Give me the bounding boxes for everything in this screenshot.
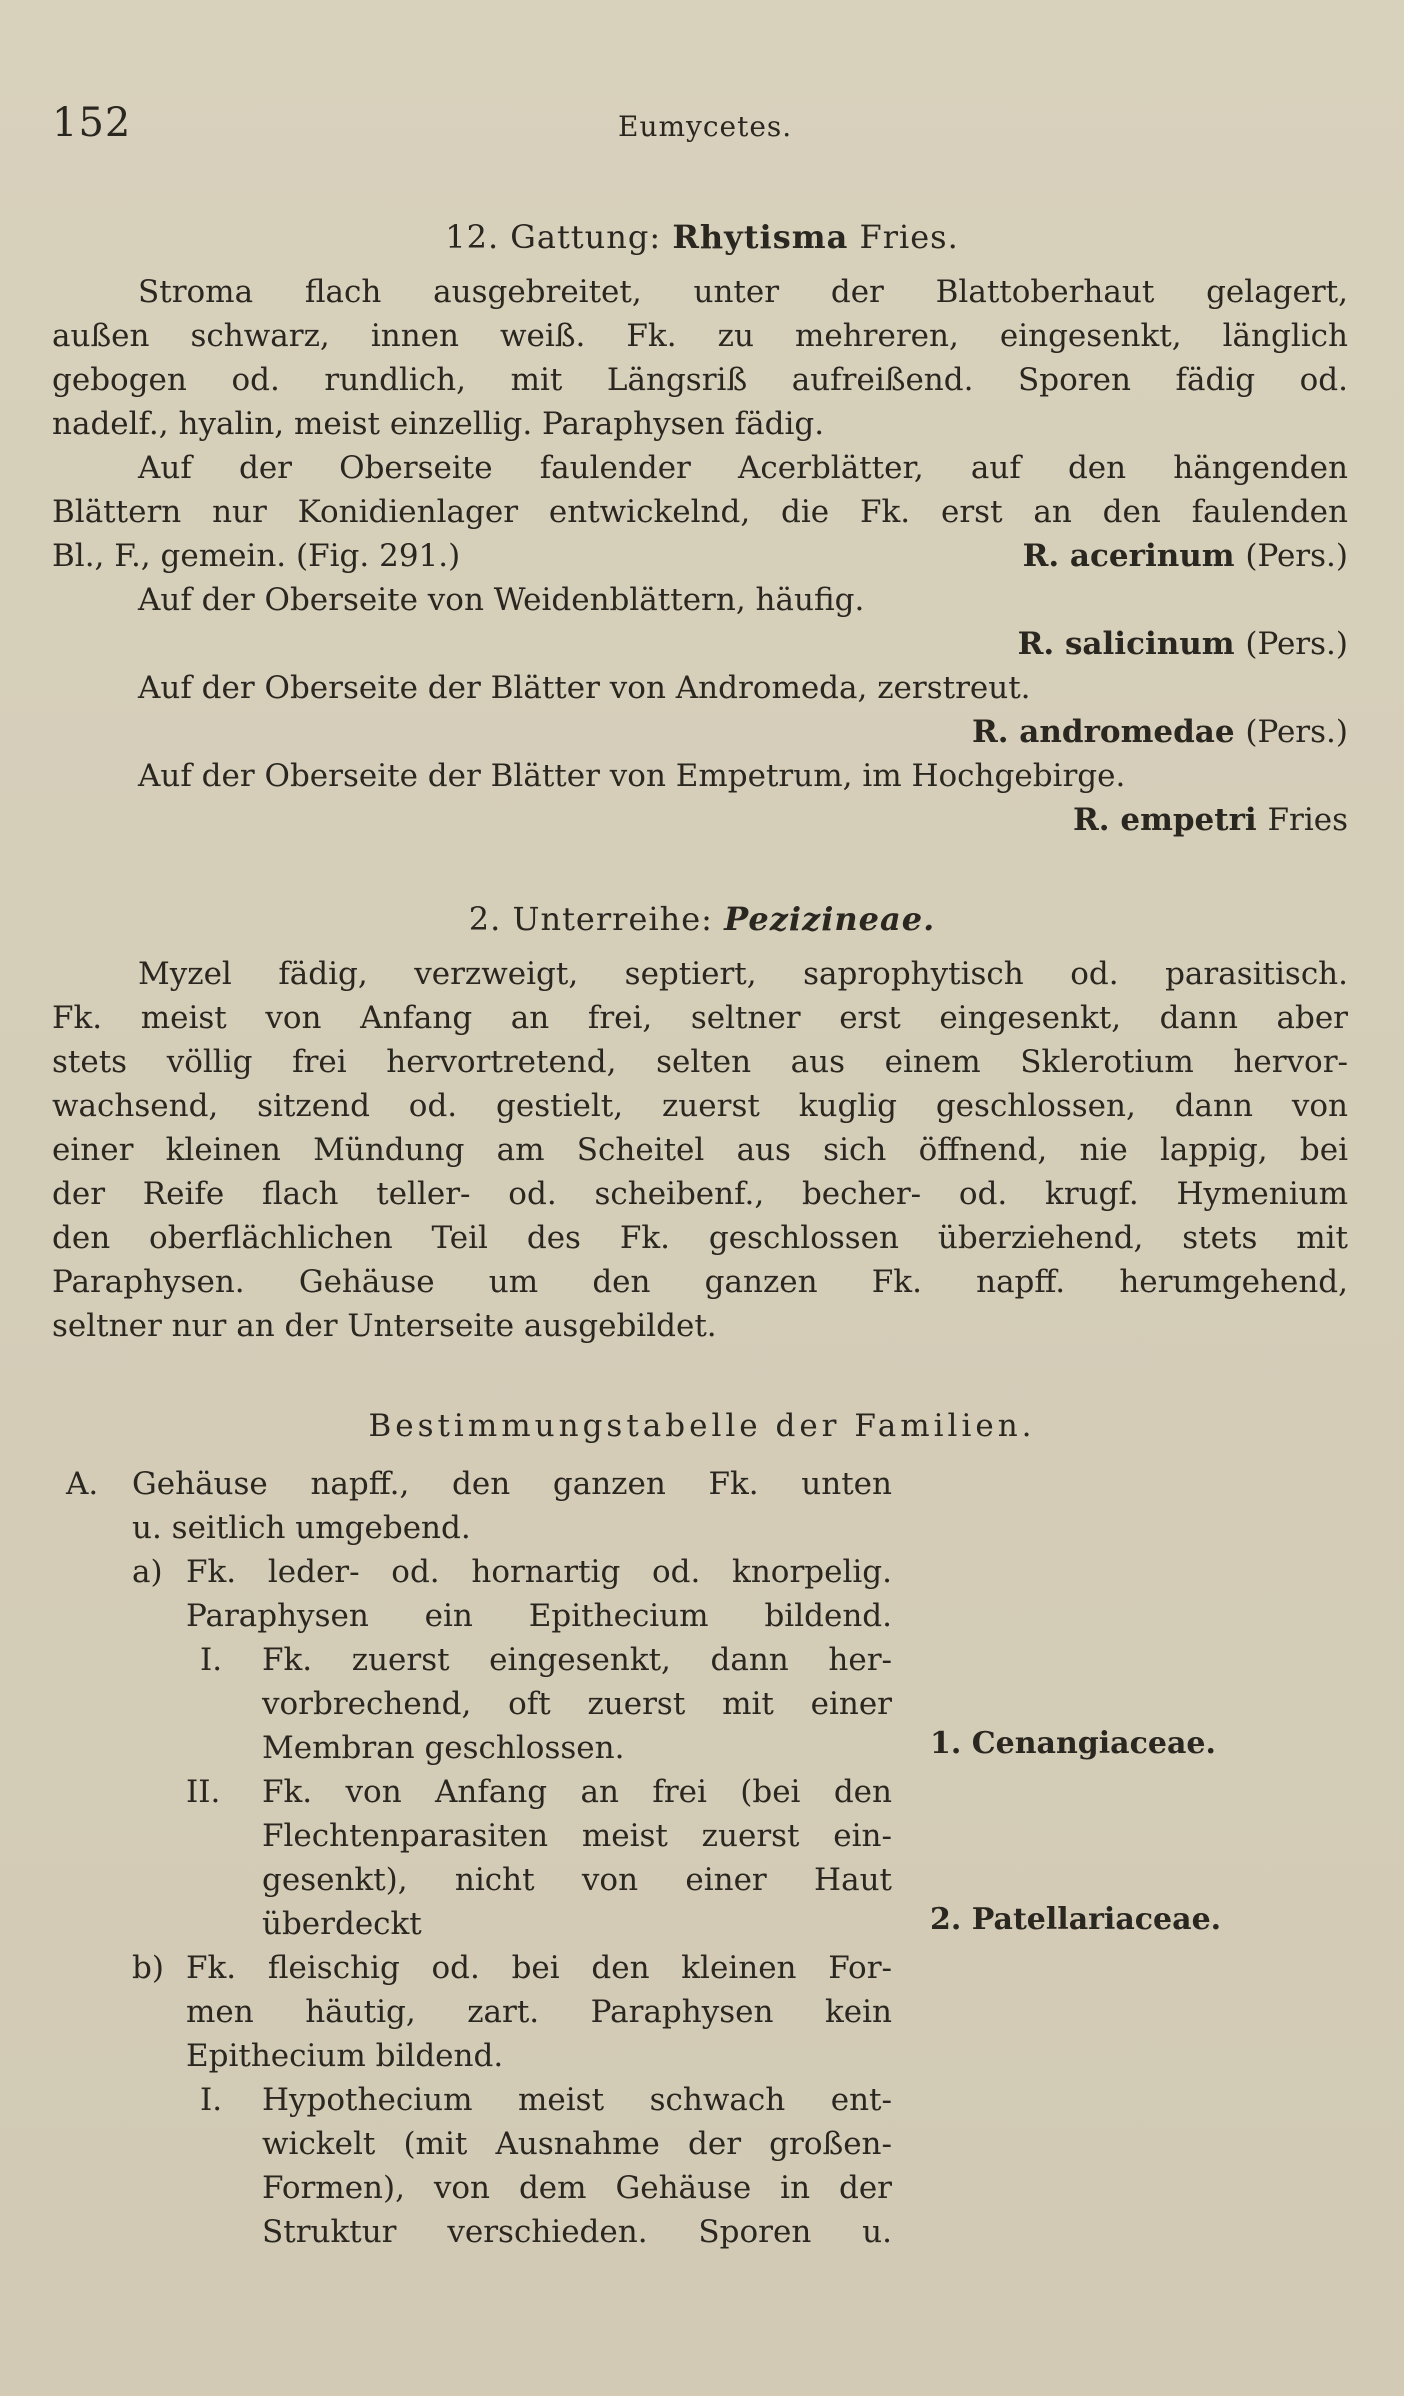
genus-author: Fries. — [859, 218, 959, 256]
key-b-i-text — [262, 2078, 892, 2254]
text-line: Myzel fädig, verzweigt, septiert, saprophytisch od. parasitisch. — [138, 956, 1348, 992]
text-line: gebogen od. rundlich, mit Längsriß aufreißend. Sporen fädig od. — [52, 362, 1348, 398]
text-line: der Reife flach teller- od. scheibenf., becher- od. krugf. Hymenium — [52, 1176, 1348, 1212]
text-line: stets völlig frei hervortretend, selten aus einem Sklerotium hervor- — [52, 1044, 1348, 1080]
genus-heading — [0, 218, 1404, 256]
text-line: Hypothecium meist schwach ent- — [262, 2082, 892, 2118]
text-line: Paraphysen ein Epithecium bildend. — [186, 1598, 892, 1634]
text-line: u. seitlich umgebend. — [132, 1510, 471, 1546]
text-line: gesenkt), nicht von einer Haut — [262, 1862, 892, 1898]
text-line: Blättern nur Konidienlager entwickelnd, die Fk. erst an den faulenden — [52, 494, 1348, 530]
text-line: Fk. leder- od. hornartig od. knorpelig. — [186, 1554, 892, 1590]
species-name-andromedae: R. andromedae (Pers.) — [971, 714, 1348, 750]
running-head: Eumycetes. — [618, 110, 793, 143]
species-salicinum-text: Auf der Oberseite von Weidenblättern, häufig. — [138, 582, 865, 618]
key-label-a-ii: II. — [186, 1774, 221, 1810]
key-label-a-sub: a) — [132, 1554, 163, 1590]
family-cenangiaceae: 1. Cenangiaceae. — [930, 1726, 1216, 1761]
text-line: men häutig, zart. Paraphysen kein — [186, 1994, 892, 2030]
key-a-i-text — [262, 1638, 892, 1770]
text-line: Formen), von dem Gehäuse in der — [262, 2170, 892, 2206]
text-line: nadelf., hyalin, meist einzellig. Paraphysen fädig. — [52, 406, 825, 442]
species-name-salicinum: R. salicinum (Pers.) — [1017, 626, 1348, 662]
key-a-text — [132, 1462, 892, 1550]
species-name-empetri: R. empetri Fries — [1073, 802, 1348, 838]
family-patellariaceae: 2. Patellariaceae. — [930, 1902, 1222, 1937]
text-line: Fk. meist von Anfang an frei, seltner erst eingesenkt, dann aber — [52, 1000, 1348, 1036]
text-line: wickelt (mit Ausnahme der großen- — [262, 2126, 892, 2162]
text-line: Struktur verschieden. Sporen u. — [262, 2214, 892, 2250]
species-andromedae-text: Auf der Oberseite der Blätter von Andromeda, zerstreut. — [138, 670, 1031, 706]
text-line: Auf der Oberseite faulender Acerblätter, auf den hängenden — [138, 450, 1348, 486]
genus-heading-prefix: 12. Gattung: — [445, 218, 662, 256]
text-line: Paraphysen. Gehäuse um den ganzen Fk. napff. herumgehend, — [52, 1264, 1348, 1300]
text-line: Fk. fleischig od. bei den kleinen For- — [186, 1950, 892, 1986]
subseries-description — [52, 952, 1348, 1348]
text-line: außen schwarz, innen weiß. Fk. zu mehreren, eingesenkt, länglich — [52, 318, 1348, 354]
text-line: Flechtenparasiten meist zuerst ein- — [262, 1818, 892, 1854]
text-line: Epithecium bildend. — [186, 2038, 504, 2074]
key-label-b-i: I. — [200, 2082, 223, 2118]
text-line: wachsend, sitzend od. gestielt, zuerst kuglig geschlossen, dann von — [52, 1088, 1348, 1124]
text-line: Membran geschlossen. — [262, 1730, 625, 1766]
subseries-heading — [0, 900, 1404, 938]
key-a-sub-text — [186, 1550, 892, 1638]
key-b-text — [186, 1946, 892, 2078]
species-empetri-text: Auf der Oberseite der Blätter von Empetrum, im Hochgebirge. — [138, 758, 1126, 794]
text-line: seltner nur an der Unterseite ausgebildet. — [52, 1308, 717, 1344]
species-name-acerinum: R. acerinum (Pers.) — [1022, 538, 1348, 574]
key-label-a-i: I. — [200, 1642, 223, 1678]
key-label-a: A. — [66, 1466, 99, 1502]
key-label-b: b) — [132, 1950, 164, 1986]
text-line: Bl., F., gemein. (Fig. 291.) — [52, 538, 461, 574]
key-heading: Bestimmungstabelle der Familien. — [368, 1408, 1036, 1444]
subseries-name: Pezizineae. — [724, 900, 936, 938]
text-line: den oberflächlichen Teil des Fk. geschlossen überziehend, stets mit — [52, 1220, 1348, 1256]
subseries-prefix: 2. Unterreihe: — [468, 900, 713, 938]
text-line: einer kleinen Mündung am Scheitel aus sich öffnend, nie lappig, bei — [52, 1132, 1348, 1168]
text-line: Fk. von Anfang an frei (bei den — [262, 1774, 892, 1810]
text-line: überdeckt — [262, 1906, 422, 1942]
text-line: Fk. zuerst eingesenkt, dann her- — [262, 1642, 892, 1678]
genus-name: Rhytisma — [672, 218, 849, 256]
genus-description — [52, 270, 1348, 446]
page-number: 152 — [52, 100, 132, 146]
text-line: Gehäuse napff., den ganzen Fk. unten — [132, 1466, 892, 1502]
key-a-ii-text — [262, 1770, 892, 1946]
text-line: Stroma flach ausgebreitet, unter der Blattoberhaut gelagert, — [138, 274, 1348, 310]
text-line: vorbrechend, oft zuerst mit einer — [262, 1686, 892, 1722]
